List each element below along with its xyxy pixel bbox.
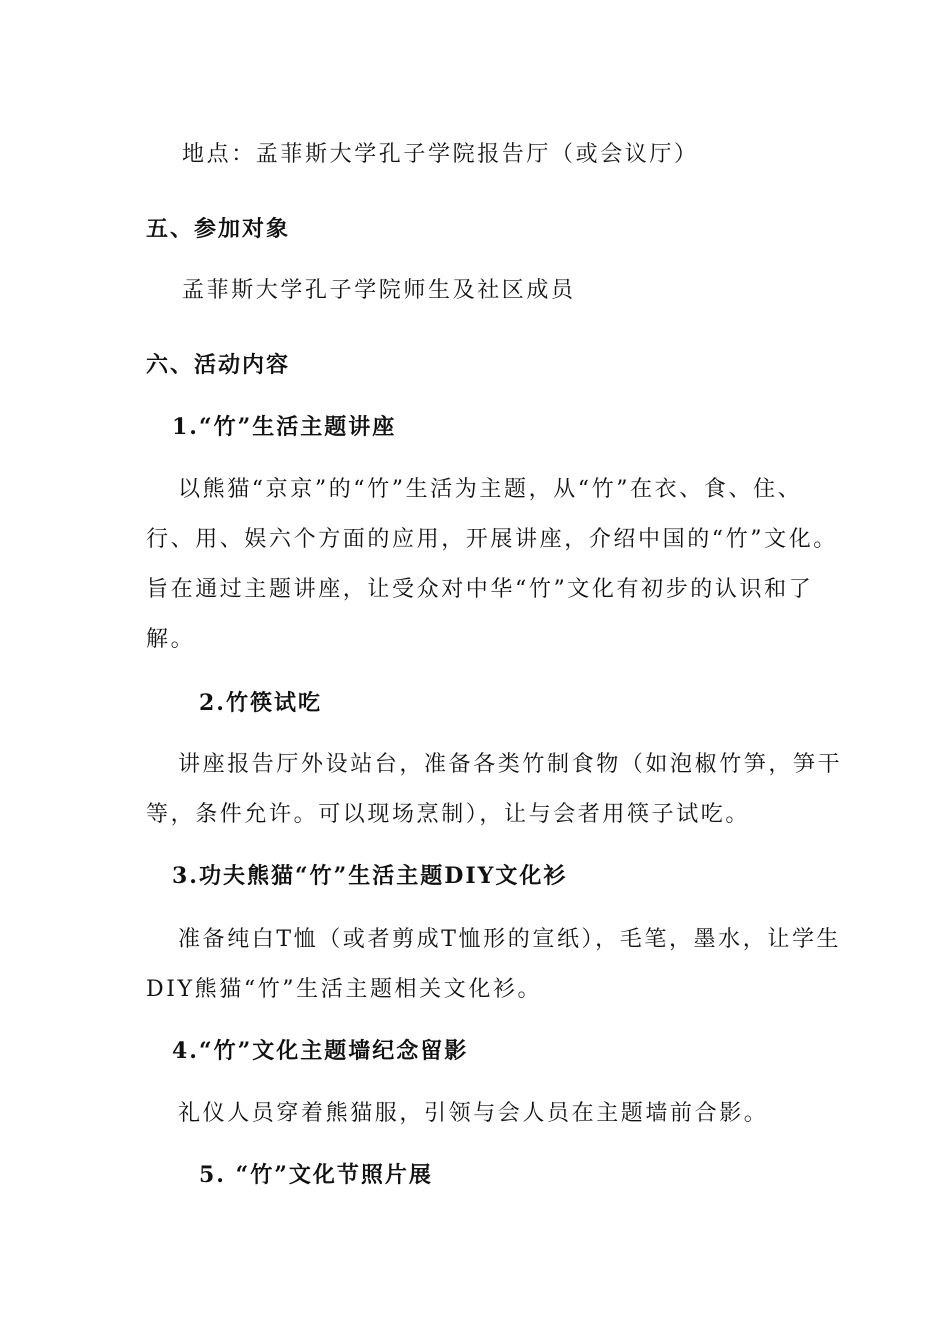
item-1-heading: 1.“竹”生活主题讲座 bbox=[172, 414, 397, 440]
item-1-line-1: 以熊猫“京京”的“竹”生活为主题，从“竹”在衣、食、住、 bbox=[178, 477, 803, 502]
item-5-heading: 5. “竹”文化节照片展 bbox=[199, 1162, 433, 1188]
section-6-heading: 六、活动内容 bbox=[146, 352, 291, 378]
section-5-heading: 五、参加对象 bbox=[146, 216, 291, 242]
item-2-line-2: 等，条件允许。可以现场烹制），让与会者用筷子试吃。 bbox=[146, 802, 751, 827]
item-2-heading: 2.竹筷试吃 bbox=[199, 690, 322, 716]
item-4-heading: 4.“竹”文化主题墙纪念留影 bbox=[172, 1038, 469, 1064]
item-3-heading: 3.功夫熊猫“竹”生活主题DIY文化衫 bbox=[172, 863, 568, 889]
item-4-line-1: 礼仪人员穿着熊猫服，引领与会人员在主题墙前合影。 bbox=[178, 1101, 769, 1126]
location-line: 地点：孟菲斯大学孔子学院报告厅（或会议厅） bbox=[182, 142, 699, 167]
item-1-line-4: 解。 bbox=[146, 627, 196, 652]
item-1-line-3: 旨在通过主题讲座，让受众对中华“竹”文化有初步的认识和了 bbox=[146, 577, 814, 602]
item-3-line-1: 准备纯白T恤（或者剪成T恤形的宣纸），毛笔，墨水，让学生 bbox=[178, 927, 842, 952]
item-3-line-2: DIY熊猫“竹”生活主题相关文化衫。 bbox=[146, 977, 543, 1002]
item-2-line-1: 讲座报告厅外设站台，准备各类竹制食物（如泡椒竹笋，笋干 bbox=[178, 752, 843, 777]
item-1-line-2: 行、用、娱六个方面的应用，开展讲座，介绍中国的“竹”文化。 bbox=[146, 527, 838, 552]
section-5-text: 孟菲斯大学孔子学院师生及社区成员 bbox=[182, 278, 576, 303]
